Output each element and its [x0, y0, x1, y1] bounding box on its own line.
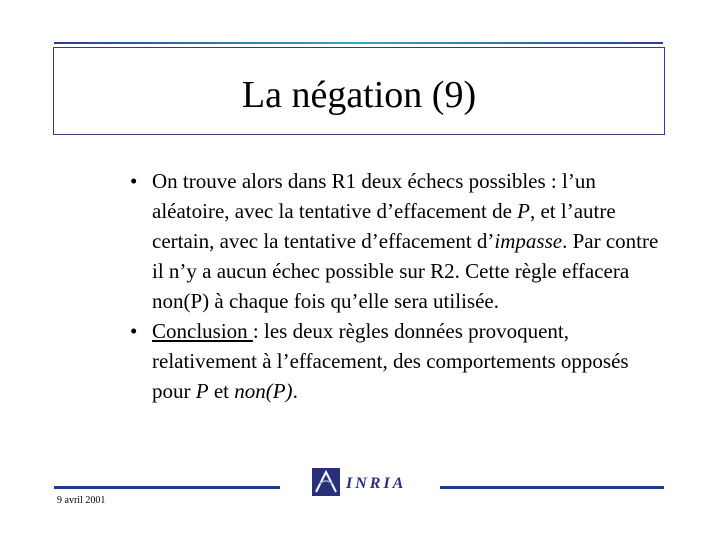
bullet-item	[130, 316, 670, 406]
text-run: : les deux règles données provoquent, relativement à l’effacement, des comportements opposés pour	[152, 319, 629, 403]
text-run: P	[517, 199, 530, 223]
inria-logo	[310, 466, 426, 498]
bullet-item	[130, 166, 670, 316]
footer-rule-left	[54, 486, 280, 489]
bullet-marker: •	[130, 169, 138, 193]
slide-title: La négation (9)	[241, 74, 477, 116]
text-run: et	[208, 379, 235, 403]
text-run: .	[292, 379, 298, 403]
title-box	[53, 47, 665, 135]
footer-date: 9 avril 2001	[57, 495, 106, 506]
text-run: P	[195, 379, 209, 403]
text-run: On trouve alors dans R1 deux échecs possibles : l’un aléatoire, avec la tentative d’effacement de	[152, 169, 596, 223]
bullet-marker: •	[130, 319, 138, 343]
bullet-list	[130, 166, 670, 406]
bullet-text	[152, 319, 629, 403]
footer-rule-right	[440, 486, 664, 489]
bullet-text	[152, 169, 658, 313]
text-run: Conclusion	[152, 319, 253, 343]
text-run: , et l’autre certain, avec la tentative d’effacement d’	[152, 199, 616, 253]
logo-text: INRIA	[346, 475, 407, 492]
text-run: impasse	[494, 229, 563, 253]
text-run: . Par contre il n’y a aucun échec possible sur R2. Cette règle effacera non(P) à chaque fois qu’elle sera utilisée.	[152, 229, 659, 313]
header-rule	[54, 42, 663, 44]
text-run: non(P)	[234, 379, 293, 403]
